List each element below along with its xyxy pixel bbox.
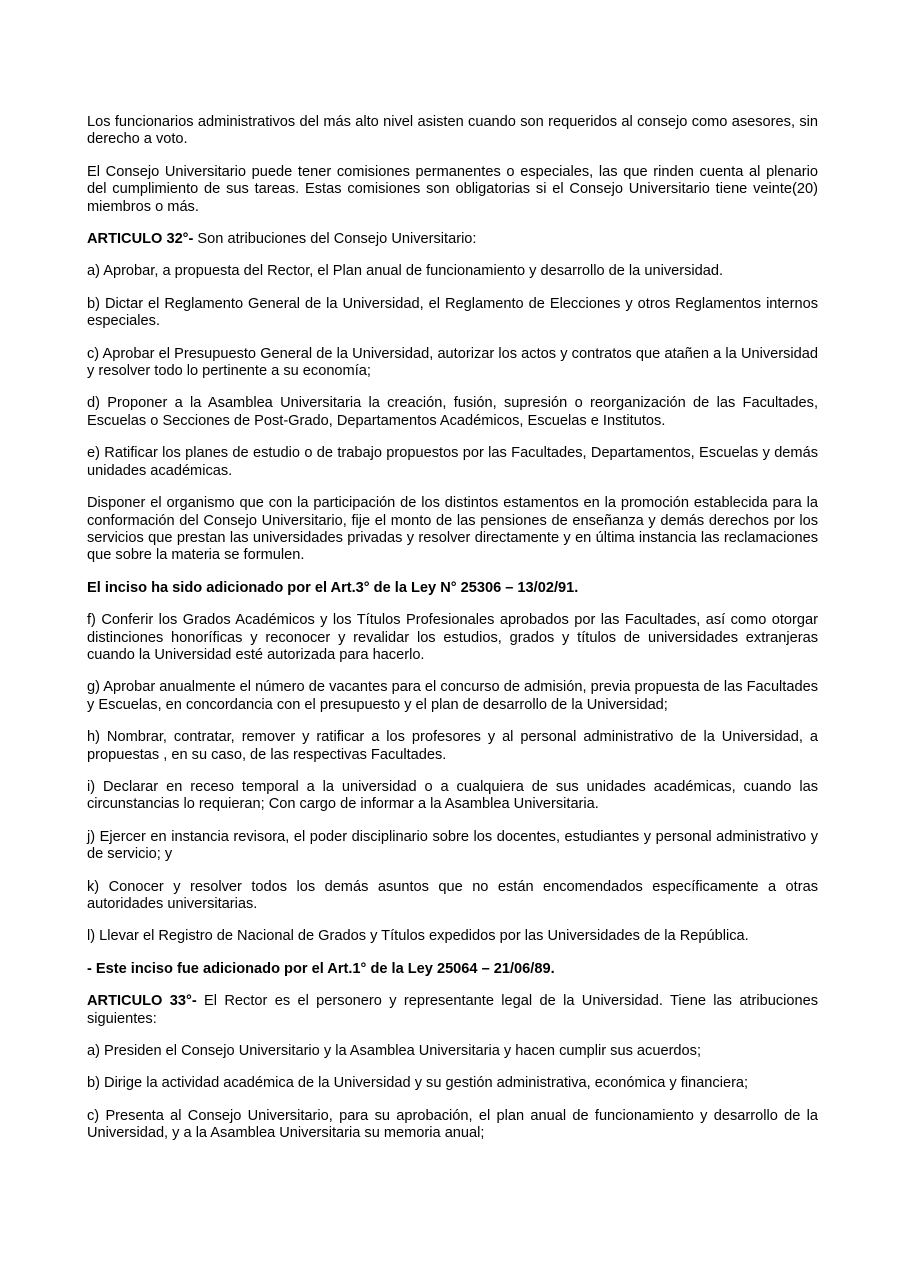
article-33-heading: ARTICULO 33°- [87, 993, 197, 1010]
document-page [87, 114, 818, 1143]
article-32-item-i: i) Declarar en receso temporal a la universidad o a cualquiera de sus unidades académicas, cuando las circunstancias lo requieran; Con cargo de informar a la Asamblea Universitaria. [87, 778, 818, 813]
article-32-item-e: e) Ratificar los planes de estudio o de trabajo propuestos por las Facultades, Departamentos, Escuelas y demás unidades académicas. [87, 445, 818, 479]
article-33-text: El Rector es el personero y representante legal de la Universidad. Tiene las atribuciones siguientes: [87, 993, 819, 1027]
article-33-item-a: a) Presiden el Consejo Universitario y la Asamblea Universitaria y hacen cumplir sus acuerdos; [87, 1043, 702, 1060]
article-32-item-a: a) Aprobar, a propuesta del Rector, el Plan anual de funcionamiento y desarrollo de la universidad. [87, 263, 724, 280]
article-32-item-g: g) Aprobar anualmente el número de vacantes para el concurso de admisión, previa propuesta de las Facultades y Escuelas, en concordancia con el presupuesto y el plan de desarrollo de la Universidad; [87, 679, 818, 713]
article-32 [87, 231, 818, 248]
article-32-note-e: El inciso ha sido adicionado por el Art.3° de la Ley N° 25306 – 13/02/91. [87, 579, 579, 596]
article-32-text: Son atribuciones del Consejo Universitario: [193, 231, 477, 248]
article-32-heading: ARTICULO 32°- [87, 231, 194, 248]
article-32-item-h: h) Nombrar, contratar, remover y ratificar a los profesores y al personal administrativo de la Universidad, a propuestas , en su caso, de las respectivas Facultades. [87, 729, 818, 763]
article-32-item-c: c) Aprobar el Presupuesto General de la Universidad, autorizar los actos y contratos que atañen a la Universidad y resolver todo lo pertinente a su economía; [87, 345, 818, 380]
article-32-note-l: - Este inciso fue adicionado por el Art.1° de la Ley 25064 – 21/06/89. [87, 960, 555, 977]
article-32-item-l: l) Llevar el Registro de Nacional de Grados y Títulos expedidos por las Universidades de la República. [87, 928, 749, 945]
article-33 [87, 993, 818, 1028]
paragraph-commissions: El Consejo Universitario puede tener comisiones permanentes o especiales, las que rinden cuenta al plenario del cumplimiento de sus tareas. Estas comisiones son obligatorias si el Consejo Universitario tiene veinte(20) miembros o más. [87, 163, 818, 215]
article-32-item-b: b) Dictar el Reglamento General de la Universidad, el Reglamento de Elecciones y otros Reglamentos internos especiales. [87, 295, 818, 330]
article-32-item-e-extra: Disponer el organismo que con la participación de los distintos estamentos en la promoción establecida para la conformación del Consejo Universitario, fije el monto de las pensiones de enseñanza y demás derechos por los servicios que prestan las universidades privadas y resolver directamente y en última instancia las reclamaciones que sobre la materia se formulen. [87, 495, 818, 564]
article-32-item-f: f) Conferir los Grados Académicos y los Títulos Profesionales aprobados por las Facultades, así como otorgar distinciones honoríficas y reconocer y revalidar los estudios, grados y títulos de universidades extranjeras cuando la Universidad esté autorizada para hacerlo. [87, 612, 818, 663]
article-32-item-k: k) Conocer y resolver todos los demás asuntos que no están encomendados específicamente a otras autoridades universitarias. [87, 878, 818, 912]
article-32-item-d: d) Proponer a la Asamblea Universitaria la creación, fusión, supresión o reorganización de las Facultades, Escuelas o Secciones de Post-Grado, Departamentos Académicos, Escuelas e Institutos. [87, 395, 818, 429]
paragraph-advisors: Los funcionarios administrativos del más alto nivel asisten cuando son requeridos al consejo como asesores, sin derecho a voto. [87, 114, 818, 148]
article-32-item-j: j) Ejercer en instancia revisora, el poder disciplinario sobre los docentes, estudiantes y personal administrativo y de servicio; y [87, 828, 818, 863]
article-33-item-b: b) Dirige la actividad académica de la Universidad y su gestión administrativa, económica y financiera; [87, 1075, 749, 1092]
article-33-item-c: c) Presenta al Consejo Universitario, para su aprobación, el plan anual de funcionamiento y desarrollo de la Universidad, y a la Asamblea Universitaria su memoria anual; [87, 1107, 818, 1142]
